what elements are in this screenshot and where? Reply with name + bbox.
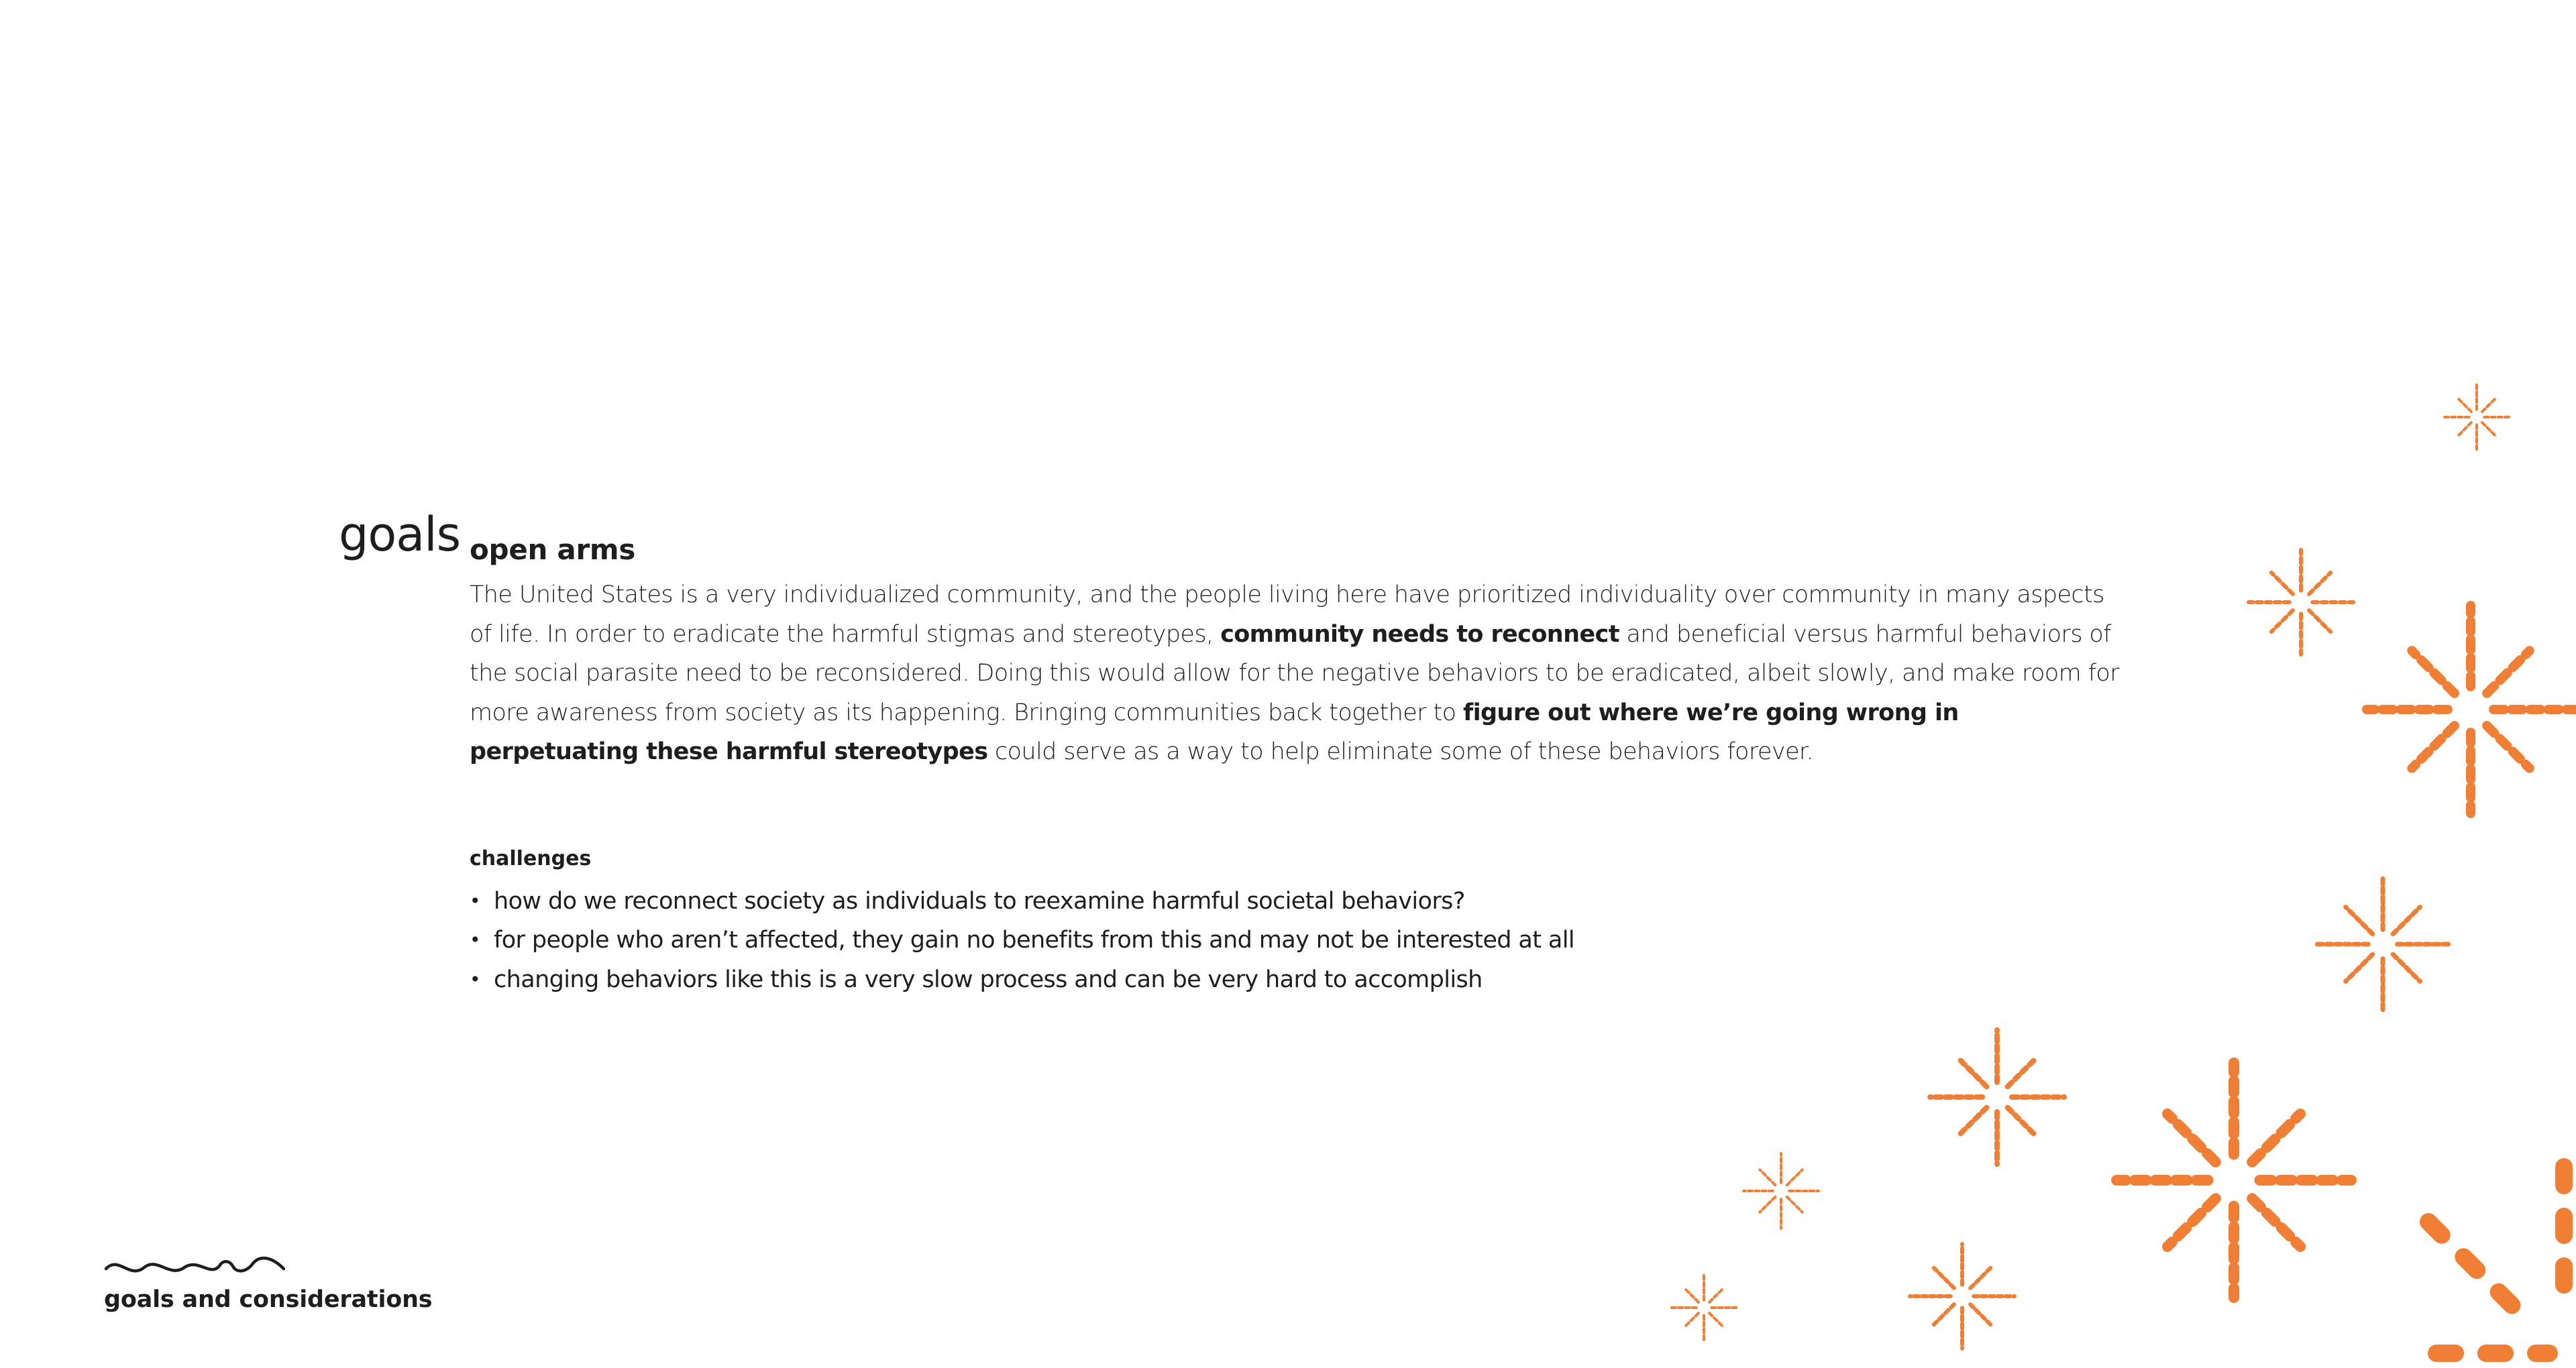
sparkle-burst-icon	[2367, 606, 2575, 813]
goals-content	[470, 531, 2120, 999]
paragraph-emphasis: community needs to reconnect	[1220, 620, 1619, 648]
list-item	[470, 882, 2120, 921]
paragraph-text: The United States is a very individualized community, and the people living here have prioritized individuality over community in many aspects of life. In order to eradicate the harmful stigmas and stereotypes,	[470, 581, 2104, 648]
sparkle-burst-icon	[1930, 1030, 2064, 1164]
bullet-icon: •	[470, 889, 480, 912]
section-title: goals	[339, 507, 461, 562]
sparkle-burst-icon	[1669, 1273, 1739, 1343]
footer	[104, 1254, 432, 1313]
list-item	[470, 921, 2120, 960]
sparkle-burst-icon	[2442, 382, 2512, 452]
sparkle-burst-icon	[1743, 1153, 1819, 1229]
bullet-icon: •	[470, 968, 480, 990]
challenges-title: challenges	[470, 846, 592, 870]
sparkle-burst-icon	[2317, 878, 2449, 1010]
challenges-list	[470, 882, 2120, 1000]
squiggle-logo-icon	[104, 1254, 285, 1281]
footer-label: goals and considerations	[104, 1286, 433, 1313]
sparkle-burst-icon	[2249, 550, 2353, 654]
paragraph-text: could serve as a way to help eliminate some of these behaviors forever.	[987, 738, 1813, 765]
sparkle-burst-icon	[2428, 1167, 2564, 1353]
subheading: open arms	[470, 533, 636, 566]
list-item	[470, 960, 2120, 1000]
paragraph-text: and beneficial versus harmful behaviors of the social parasite need to be reconsidered. Doing this would allow for the negative behaviors to be eradicated, albeit slowly, and make room for more awareness from society as its happening. Bringing communities back together to	[470, 620, 2119, 726]
list-item-text: for people who aren’t affected, they gain no benefits from this and may not be interested at all	[494, 927, 1574, 954]
list-item-text: how do we reconnect society as individuals to reexamine harmful societal behaviors?	[494, 887, 1465, 915]
list-item-text: changing behaviors like this is a very slow process and can be very hard to accomplish	[494, 966, 1483, 993]
sparkle-burst-icon	[1910, 1244, 2015, 1349]
bullet-icon: •	[470, 929, 480, 951]
goals-paragraph	[470, 575, 2120, 772]
sparkle-burst-icon	[2116, 1063, 2351, 1298]
paragraph-emphasis: figure out where we’re going wrong in perpetuating these harmful stereotypes	[470, 699, 1959, 765]
